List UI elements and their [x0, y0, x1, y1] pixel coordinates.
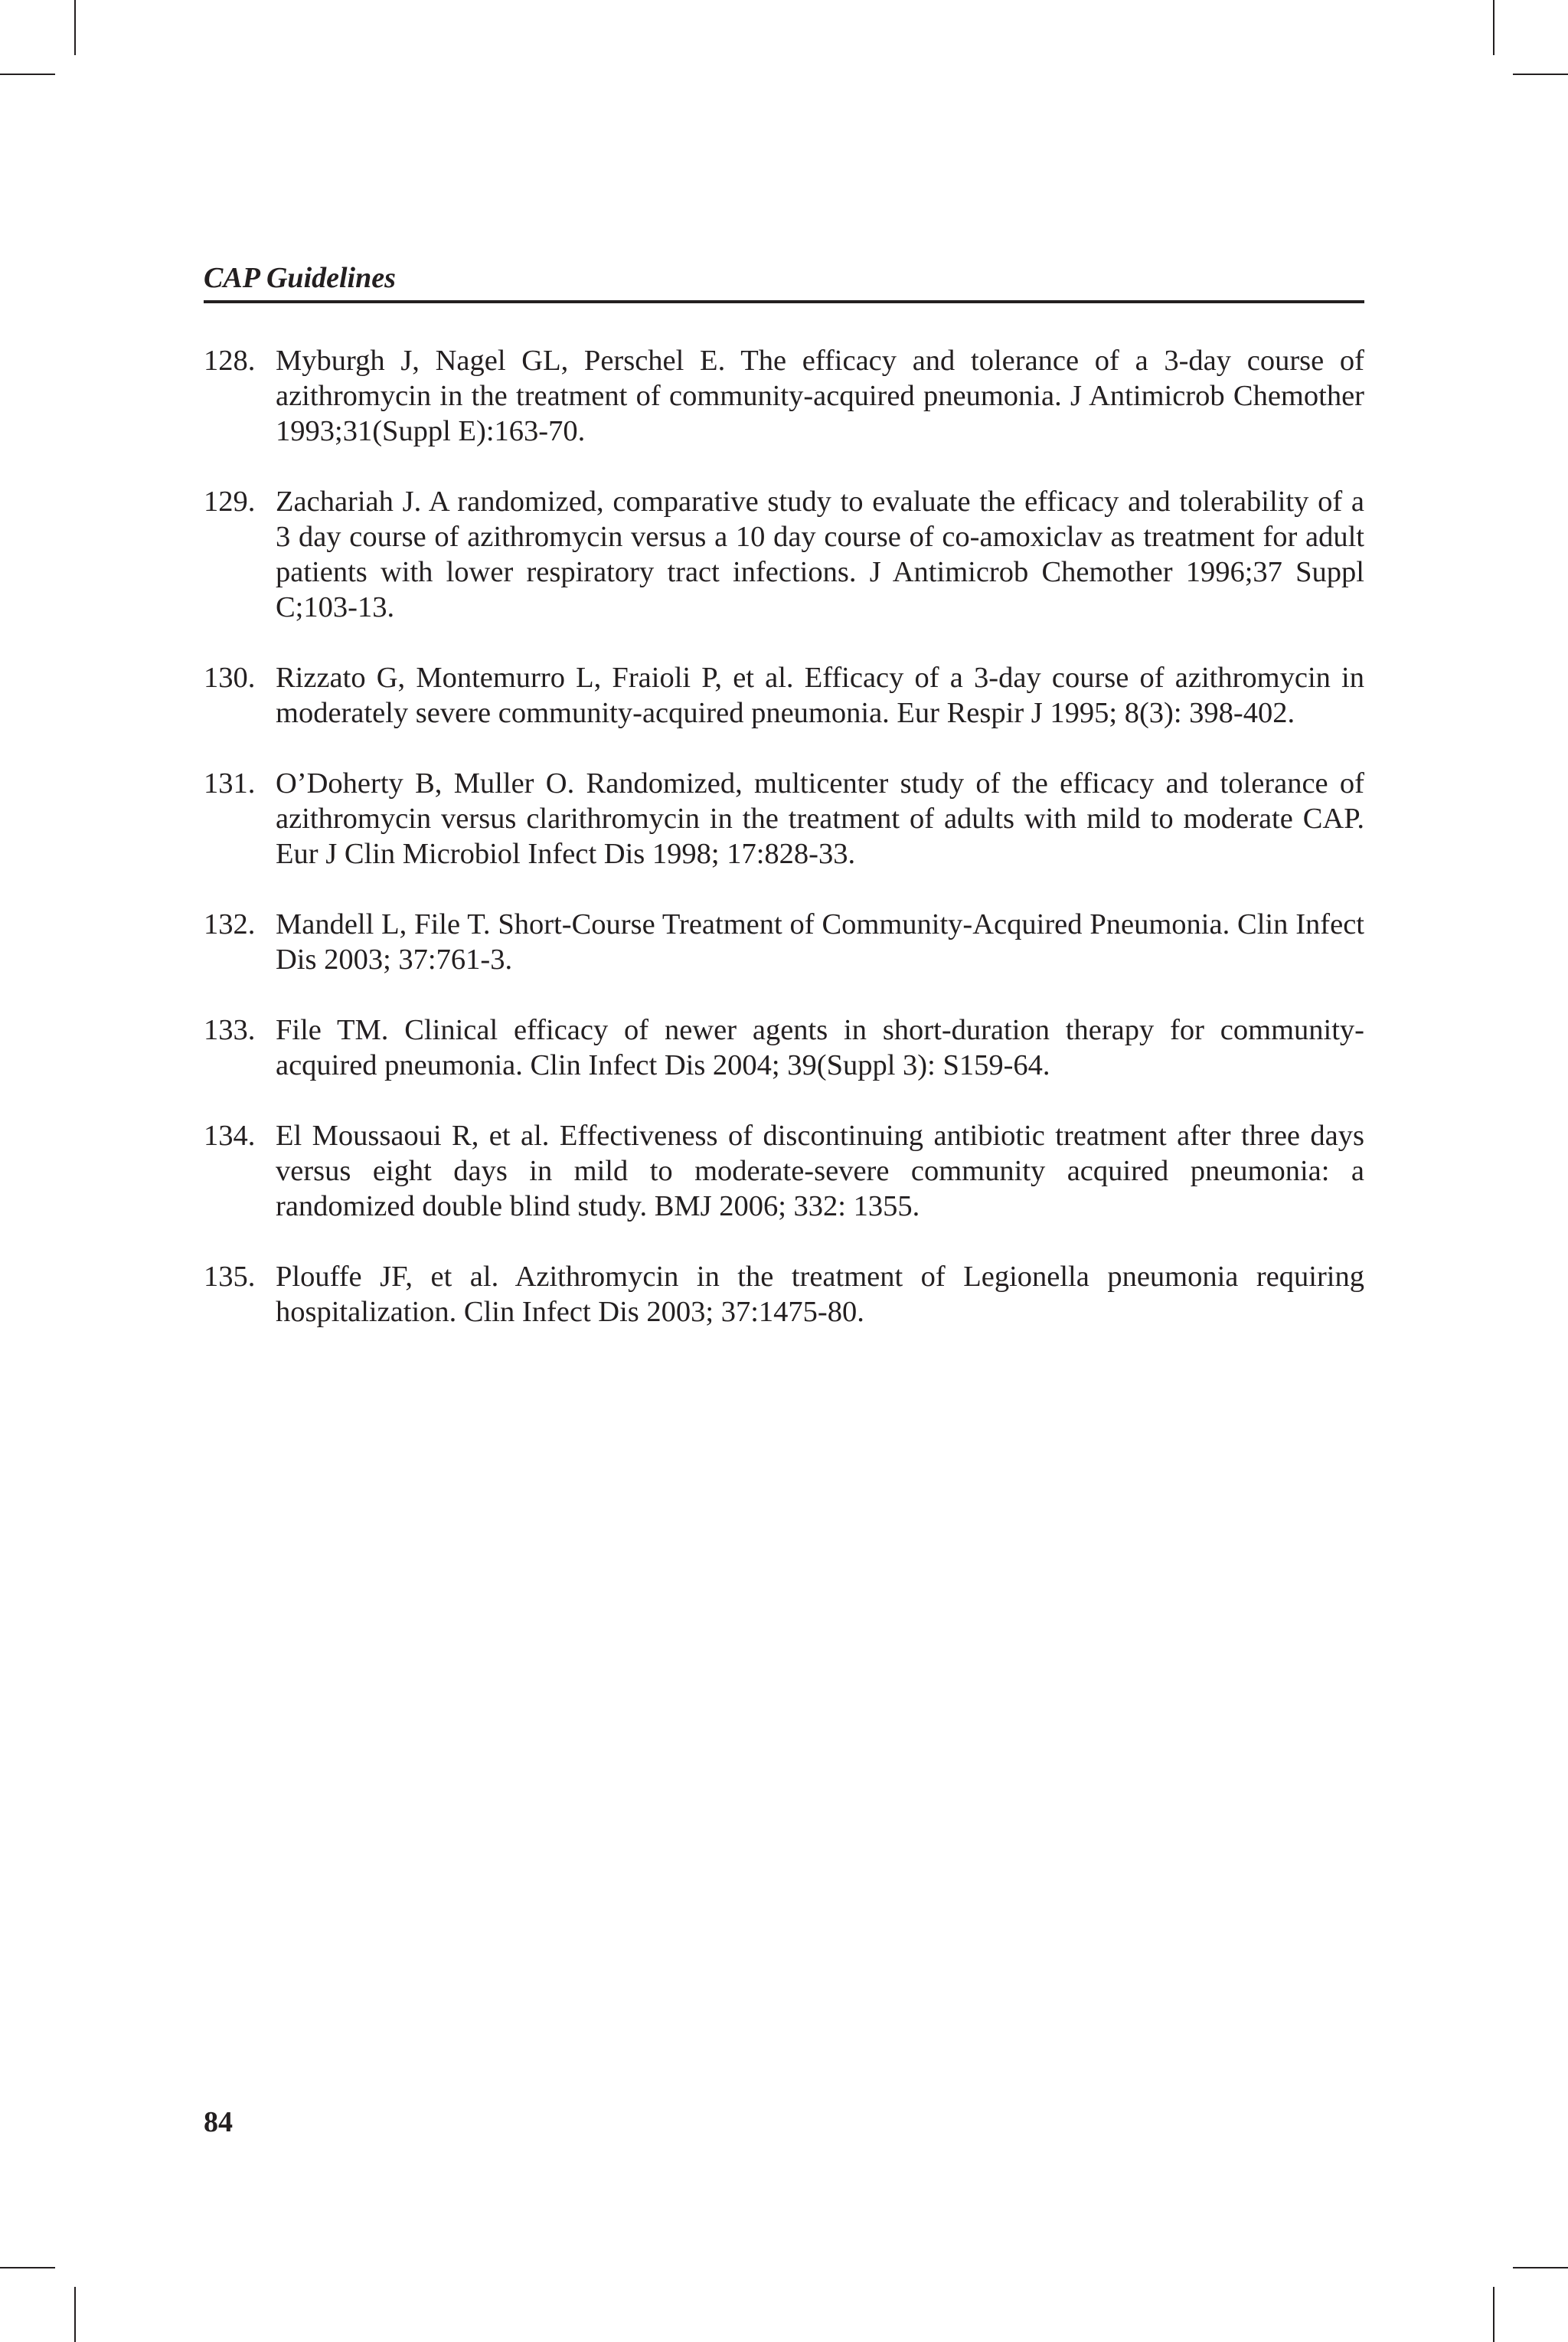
reference-number: 130.	[204, 662, 256, 694]
crop-mark-bottom-right-horizontal	[1513, 2267, 1568, 2268]
reference-number: 134.	[204, 1120, 256, 1152]
crop-mark-top-left-vertical	[74, 0, 76, 55]
reference-number: 129.	[204, 486, 256, 518]
reference-text: Mandell L, File T. Short-Course Treatment of Community-Acquired Pneumonia. Clin Infect Dis 2003; 37:761-3.	[276, 908, 1364, 976]
reference-item	[204, 660, 1364, 731]
reference-text: Rizzato G, Montemurro L, Fraioli P, et al. Efficacy of a 3-day course of azithromycin in moderately severe community-acquired pneumonia. Eur Respir J 1995; 8(3): 398-402.	[276, 662, 1364, 729]
crop-mark-top-left-horizontal	[0, 74, 55, 75]
reference-number: 135.	[204, 1261, 256, 1293]
reference-number: 133.	[204, 1014, 256, 1046]
crop-mark-bottom-left-horizontal	[0, 2267, 55, 2268]
reference-number: 128.	[204, 345, 256, 377]
reference-item	[204, 766, 1364, 872]
reference-text: Plouffe JF, et al. Azithromycin in the treatment of Legionella pneumonia requiring hospitalization. Clin Infect Dis 2003; 37:1475-80.	[276, 1261, 1364, 1328]
reference-text: File TM. Clinical efficacy of newer agents in short-duration therapy for community-acquired pneumonia. Clin Infect Dis 2004; 39(Suppl 3): S159-64.	[276, 1014, 1364, 1081]
crop-mark-top-right-vertical	[1493, 0, 1494, 55]
reference-item	[204, 1118, 1364, 1224]
reference-item	[204, 1012, 1364, 1083]
reference-item	[204, 907, 1364, 977]
reference-text: El Moussaoui R, et al. Effectiveness of discontinuing antibiotic treatment after three days versus eight days in mild to moderate-severe community acquired pneumonia: a randomized double blind study. BMJ 2006; 332: 1355.	[276, 1120, 1364, 1222]
crop-mark-top-right-horizontal	[1513, 74, 1568, 75]
reference-text: Zachariah J. A randomized, comparative study to evaluate the efficacy and tolerability of a 3 day course of azithromycin versus a 10 day course of co-amoxiclav as treatment for adult patients with lower respiratory tract infections. J Antimicrob Chemother 1996;37 Suppl C;103-13.	[276, 486, 1364, 623]
crop-mark-bottom-left-vertical	[74, 2287, 76, 2342]
crop-mark-bottom-right-vertical	[1493, 2287, 1494, 2342]
reference-number: 132.	[204, 908, 256, 940]
page-number: 84	[204, 2106, 233, 2138]
reference-number: 131.	[204, 767, 256, 800]
running-header	[204, 257, 1364, 303]
reference-item	[204, 1259, 1364, 1330]
reference-list	[204, 343, 1364, 1365]
reference-item	[204, 343, 1364, 449]
reference-text: Myburgh J, Nagel GL, Perschel E. The efficacy and tolerance of a 3-day course of azithromycin in the treatment of community-acquired pneumonia. J Antimicrob Chemother 1993;31(Suppl E):163-70.	[276, 345, 1364, 447]
header-rule	[204, 300, 1364, 303]
running-header-title: CAP Guidelines	[204, 262, 396, 294]
reference-item	[204, 484, 1364, 625]
reference-text: O’Doherty B, Muller O. Randomized, multicenter study of the efficacy and tolerance of azithromycin versus clarithromycin in the treatment of adults with mild to moderate CAP. Eur J Clin Microbiol Infect Dis 1998; 17:828-33.	[276, 767, 1364, 870]
